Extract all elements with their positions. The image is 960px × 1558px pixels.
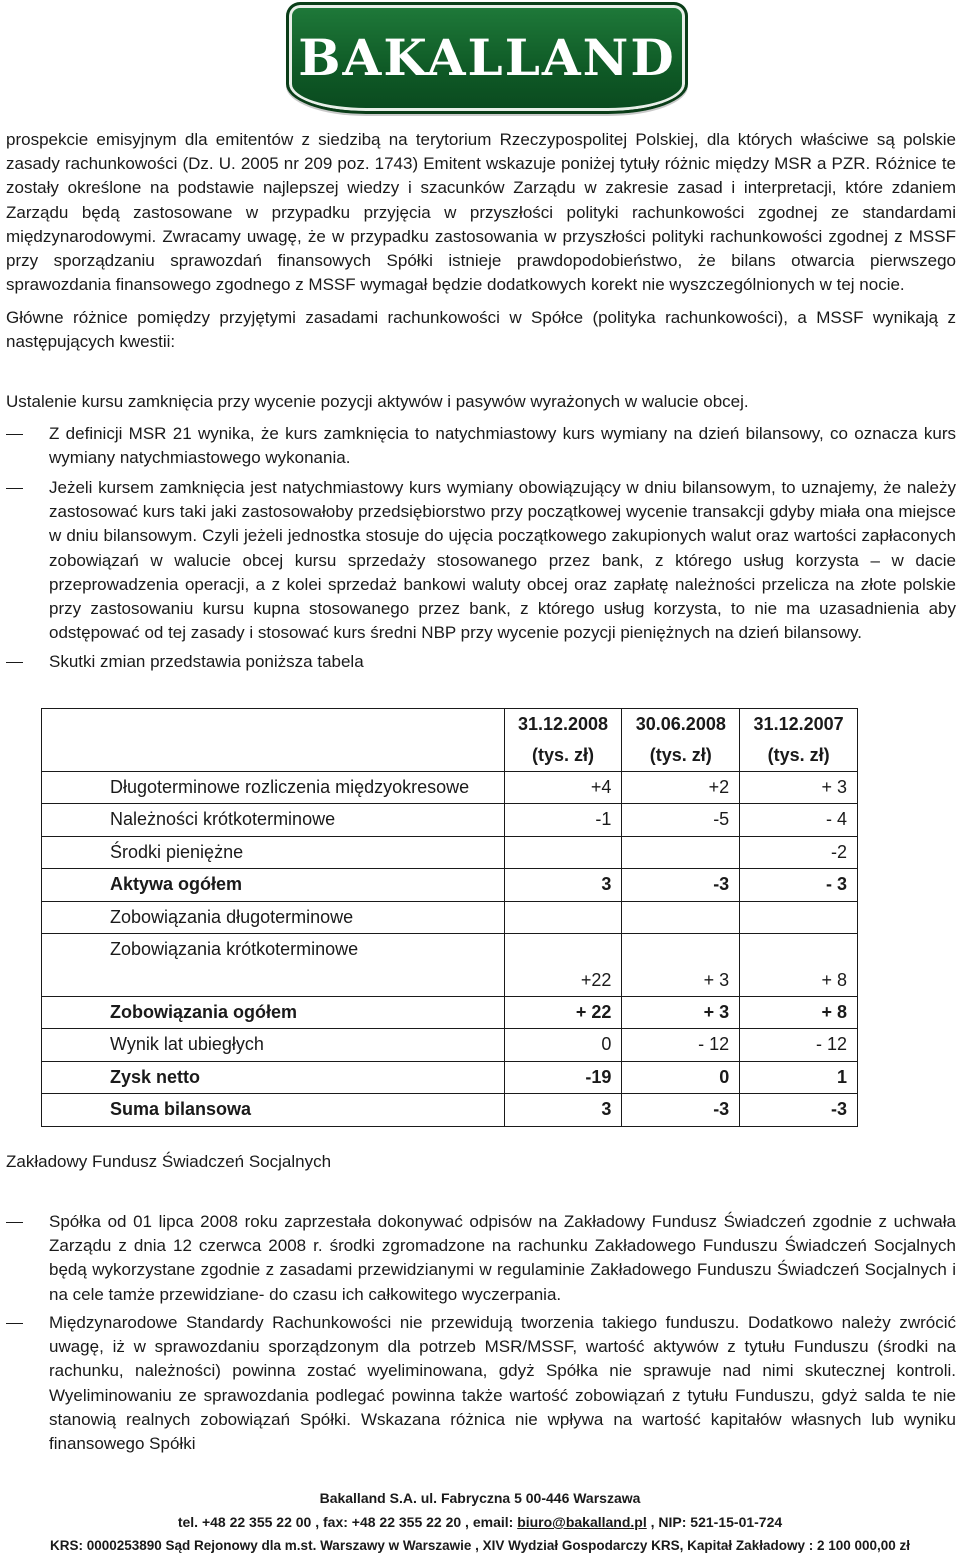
bullet-item <box>6 650 956 674</box>
header-cell <box>622 709 740 772</box>
cell-2007-12: - 12 <box>740 1029 858 1061</box>
dash-bullet-icon <box>6 662 23 663</box>
logo-text: BAKALLAND <box>298 28 676 87</box>
cell-2008-12: 3 <box>504 869 622 901</box>
header-cell <box>740 709 858 772</box>
cell-2008-06: -3 <box>622 1094 740 1126</box>
header-unit: (tys. zł) <box>767 745 830 765</box>
cell-2007-12: -2 <box>740 836 858 868</box>
dash-bullet-icon <box>6 1323 23 1324</box>
bullet-item <box>6 422 956 470</box>
row-label: Wynik lat ubiegłych <box>42 1029 505 1061</box>
bullet-text: Spółka od 01 lipca 2008 roku zaprzestała dokonywać odpisów na Zakładowy Fundusz Świadczeń zgodnie z uchwała Zarządu z dnia 12 czerwca 2008 r. środki zgromadzone na rachunku Zakładowego Funduszu Świadczeń Socjalnych będą wykorzystane zgodnie z zasadami przewidzianymi w regulaminie Zakładowego Funduszu Świadczeń Socjalnych i na cele tamże przewidziane- do czasu ich całkowitego wyczerpania. <box>49 1212 956 1304</box>
bullet-text: Skutki zmian przedstawia poniższa tabela <box>49 652 364 671</box>
table-row <box>42 836 858 868</box>
cell-2008-06 <box>622 836 740 868</box>
cell-2008-06: -5 <box>622 804 740 836</box>
bullet-text: Międzynarodowe Standardy Rachunkowości nie przewidują tworzenia takiego funduszu. Dodatkowo należy zwrócić uwagę, iż w sprawozdaniu sporządzonym dla potrzeb MSR/MSSF, wartość aktywów z tytułu Funduszu (środki na rachunku, należności) powinna zostać wyeliminowana, gdyż Spółka nie sprawuje nad nimi skutecznej kontroli. Wyeliminowaniu ze sprawozdania podlegać powinna także wartość zobowiązań z tytułu Funduszu, gdyż salda te nie stanowią realnych zobowiązań Spółki. Wskazana różnica nie wpływa na wartość kapitałów własnych lub wyniku finansowego Spółki <box>49 1313 956 1454</box>
dash-bullet-icon <box>6 488 23 489</box>
bullet-text: Z definicji MSR 21 wynika, że kurs zamknięcia to natychmiastowy kurs wymiany na dzień bilansowy, co oznacza kurs wymiany natychmiastowego wykonania. <box>49 424 956 468</box>
table-row-total <box>42 869 858 901</box>
row-label: Należności krótkoterminowe <box>42 804 505 836</box>
header-unit: (tys. zł) <box>532 745 595 765</box>
table-row <box>42 901 858 933</box>
cell-2007-12 <box>740 901 858 933</box>
header-unit: (tys. zł) <box>649 745 712 765</box>
header-date: 31.12.2008 <box>517 714 609 734</box>
cell-2008-12: +4 <box>504 772 622 804</box>
row-label: Zobowiązania długoterminowe <box>42 901 505 933</box>
cell-2007-12: + 8 <box>740 934 858 997</box>
bullet-item <box>6 1210 956 1307</box>
header-date: 30.06.2008 <box>635 714 726 734</box>
cell-2008-06: 0 <box>622 1061 740 1093</box>
header-cell <box>504 709 622 772</box>
cell-2008-12: + 22 <box>504 997 622 1029</box>
footer-nip: , NIP: 521-15-01-724 <box>646 1514 783 1530</box>
footer-contact <box>0 1514 960 1530</box>
bakalland-logo <box>286 2 688 114</box>
row-label: Suma bilansowa <box>42 1094 505 1126</box>
intro-paragraph-2: Główne różnice pomiędzy przyjętymi zasadami rachunkowości w Spółce (polityka rachunkowości), a MSSF wynikają z następujących kwestii: <box>6 308 956 352</box>
header-date: 31.12.2007 <box>753 714 844 734</box>
table-row-total <box>42 1094 858 1126</box>
bullet-item <box>6 1311 956 1456</box>
cell-2008-06: - 12 <box>622 1029 740 1061</box>
row-label: Długoterminowe rozliczenia międzyokresowe <box>42 772 505 804</box>
table-row-total <box>42 997 858 1029</box>
adjustments-table <box>41 708 858 1127</box>
section-heading-social-fund: Zakładowy Fundusz Świadczeń Socjalnych <box>6 1152 332 1171</box>
row-label: Zobowiązania krótkoterminowe <box>42 934 505 997</box>
cell-2008-06 <box>622 901 740 933</box>
cell-2008-06: + 3 <box>622 934 740 997</box>
cell-2008-12: 3 <box>504 1094 622 1126</box>
dash-bullet-icon <box>6 434 23 435</box>
cell-2007-12: -3 <box>740 1094 858 1126</box>
table-row <box>42 772 858 804</box>
cell-2007-12: + 8 <box>740 997 858 1029</box>
cell-2008-12: +22 <box>504 934 622 997</box>
row-label: Zobowiązania ogółem <box>42 997 505 1029</box>
cell-2008-06: -3 <box>622 869 740 901</box>
row-label: Zysk netto <box>42 1061 505 1093</box>
footer-address: Bakalland S.A. ul. Fabryczna 5 00-446 Warszawa <box>319 1490 641 1506</box>
cell-2007-12: - 3 <box>740 869 858 901</box>
section-heading-exchange-rate: Ustalenie kursu zamknięcia przy wycenie pozycji aktywów i pasywów wyrażonych w walucie obcej. <box>6 392 749 411</box>
cell-2007-12: - 4 <box>740 804 858 836</box>
footer-contact-text: tel. +48 22 355 22 00 , fax: +48 22 355 22 20 , email: <box>177 1514 518 1530</box>
table-row <box>42 1029 858 1061</box>
cell-2008-12: 0 <box>504 1029 622 1061</box>
cell-2007-12: 1 <box>740 1061 858 1093</box>
cell-2008-06: +2 <box>622 772 740 804</box>
row-label: Środki pieniężne <box>42 836 505 868</box>
dash-bullet-icon <box>6 1222 23 1223</box>
cell-2008-12: -19 <box>504 1061 622 1093</box>
table-row <box>42 804 858 836</box>
cell-2007-12: + 3 <box>740 772 858 804</box>
footer-registration: KRS: 0000253890 Sąd Rejonowy dla m.st. Warszawy w Warszawie , XIV Wydział Gospodarczy KRS, Kapitał Zakładowy : 2 100 000,00 zł <box>49 1538 911 1553</box>
table-row-total <box>42 1061 858 1093</box>
row-label: Aktywa ogółem <box>42 869 505 901</box>
cell-2008-12 <box>504 836 622 868</box>
header-empty-cell <box>42 709 505 772</box>
bullet-text: Jeżeli kursem zamknięcia jest natychmiastowy kurs wymiany obowiązujący w dniu bilansowym, to uznajemy, że należy zastosować kurs taki jaki zastosowałoby przedsiębiorstwo przy początkowej wycenie transakcji gdyby miała ona miejsce w dniu bilansowym. Czyli jeżeli jednostka stosuje do ujęcia początkowego zakupionych walut oraz wartości zapłaconych zobowiązań w walucie obcej kursu sprzedaży stosowanego przez bank, z którego usług korzysta – w dacie przeprowadzenia operacji, a z kolei sprzedaż bankowi waluty obcej oraz zapłatę należności przelicza na złote polskie przy zastosowaniu kursu kupna stosowanego przez bank, z którego usług korzysta, to nie ma uzasadnienia aby odstępować od tej zasady i stosować kurs średni NBP przy wycenie pozycji pieniężnych na dzień bilansowy. <box>49 478 956 643</box>
intro-paragraph: prospekcie emisyjnym dla emitentów z siedzibą na terytorium Rzeczypospolitej Polskiej, dla których właściwe są polskie zasady rachunkowości (Dz. U. 2005 nr 209 poz. 1743) Emitent wskazuje poniżej tytuły różnic między MSR a PZR. Różnice te zostały określone na podstawie najlepszej wiedzy i szacunków Zarządu w zakresie zasad i interpretacji, które zdaniem Zarządu będą zastosowane w przypadku przyjęcia w przyszłości polityki rachunkowości zgodnej ze standardami międzynarodowymi. Zwracamy uwagę, że w przypadku zastosowania w przyszłości polityki rachunkowości zgodnej z MSSF przy sporządzaniu sprawozdań finansowych Spółki istnieje prawdopodobieństwo, że bilans otwarcia pierwszego sprawozdania finansowego zgodnego z MSSF wymagał będzie dodatkowych korekt nie wyszczególnionych w tej nocie. <box>6 130 956 295</box>
footer-email-link[interactable]: biuro@bakalland.pl <box>517 1514 647 1530</box>
cell-2008-06: + 3 <box>622 997 740 1029</box>
table-row <box>42 934 858 997</box>
bullet-item <box>6 476 956 645</box>
cell-2008-12 <box>504 901 622 933</box>
cell-2008-12: -1 <box>504 804 622 836</box>
table-header-row <box>42 709 858 772</box>
